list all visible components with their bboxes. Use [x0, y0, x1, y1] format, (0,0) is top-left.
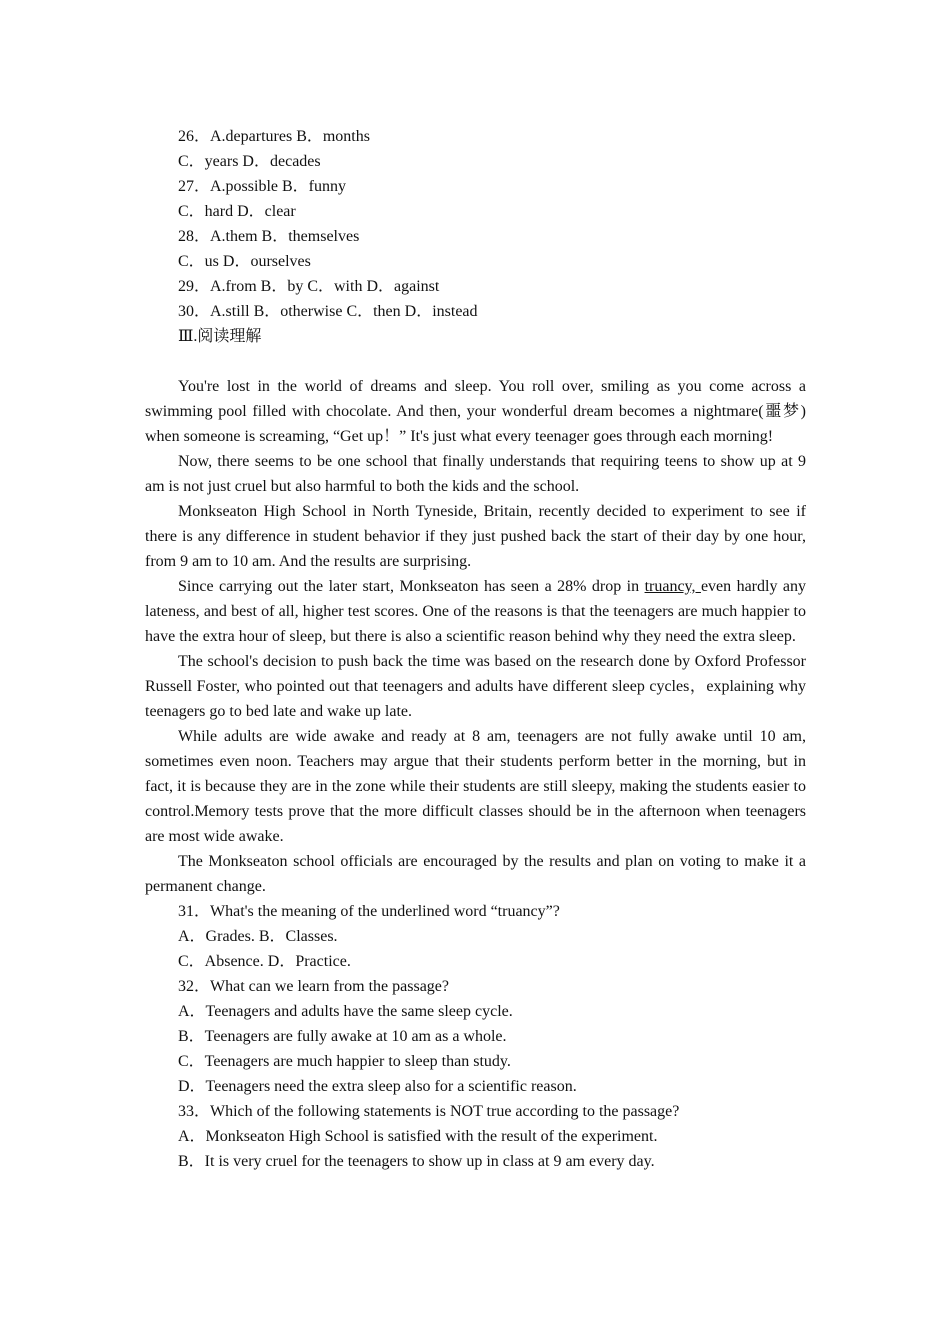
paragraph-text: even hardly any lateness, and best of all, higher test scores. One of the reasons is that the teenagers are much happier to have the extra hour of sleep, but there is also a scientific reason behind why they need the extra sleep. [145, 578, 806, 645]
cloze-option-line: 27．A.possible B．funny [178, 178, 347, 195]
passage-paragraph [145, 574, 806, 649]
cloze-option-line: C．us D．ourselves [178, 253, 311, 270]
cloze-option-line: 26．A.departures B．months [178, 128, 370, 145]
answer-option: D．Teenagers need the extra sleep also for a scientific reason. [178, 1078, 577, 1095]
section-title: Ⅲ.阅读理解 [178, 328, 262, 345]
question-stem: 32．What can we learn from the passage? [178, 978, 449, 995]
cloze-option-line: 28．A.them B．themselves [178, 228, 360, 245]
blank-line [145, 349, 806, 374]
answer-option: B．It is very cruel for the teenagers to show up in class at 9 am every day. [178, 1153, 655, 1170]
answer-option: B．Teenagers are fully awake at 10 am as a whole. [178, 1028, 507, 1045]
paragraph-text: Since carrying out the later start, Monkseaton has seen a 28% drop in [178, 578, 645, 595]
answer-option: C．Teenagers are much happier to sleep than study. [178, 1053, 511, 1070]
passage-paragraph: The school's decision to push back the time was based on the research done by Oxford Professor Russell Foster, who pointed out that teenagers and adults have different sleep cycles，explaining why teenagers go to bed late and wake up late. [145, 653, 807, 720]
cloze-option-line: 30．A.still B．otherwise C．then D．instead [178, 303, 478, 320]
cloze-option-line: 29．A.from B．by C．with D．against [178, 278, 440, 295]
passage-paragraph: While adults are wide awake and ready at 8 am, teenagers are not fully awake until 10 am, sometimes even noon. Teachers may argue that their students perform better in the morning, but in fact, it is because they are in the zone while their students are still sleepy, making the students easier to control.Memory tests prove that the more difficult classes should be in the afternoon when teenagers are most wide awake. [145, 728, 806, 845]
cloze-option-line: C．years D．decades [178, 153, 321, 170]
passage-paragraph: The Monkseaton school officials are encouraged by the results and plan on voting to make it a permanent change. [145, 853, 806, 895]
passage-paragraph: Monkseaton High School in North Tyneside, Britain, recently decided to experiment to see if there is any difference in student behavior if they just pushed back the start of their day by one hour, from 9 am to 10 am. And the results are surprising. [145, 503, 806, 570]
underlined-word: truancy, [644, 578, 701, 595]
question-stem: 31．What's the meaning of the underlined word “truancy”? [178, 903, 560, 920]
answer-option: C．Absence. D．Practice. [178, 953, 351, 970]
cloze-option-line: C．hard D．clear [178, 203, 296, 220]
passage-paragraph: Now, there seems to be one school that finally understands that requiring teens to show up at 9 am is not just cruel but also harmful to both the kids and the school. [145, 453, 806, 495]
answer-option: A．Monkseaton High School is satisfied with the result of the experiment. [178, 1128, 658, 1145]
answer-option: A．Teenagers and adults have the same sleep cycle. [178, 1003, 513, 1020]
content-column [145, 124, 806, 1174]
passage-paragraph: You're lost in the world of dreams and sleep. You roll over, smiling as you come across a swimming pool filled with chocolate. And then, your wonderful dream becomes a nightmare(噩梦) when someone is screaming, “Get up！” It's just what every teenager goes through each morning! [145, 378, 806, 445]
answer-option: A．Grades. B．Classes. [178, 928, 338, 945]
question-stem: 33．Which of the following statements is NOT true according to the passage? [178, 1103, 680, 1120]
